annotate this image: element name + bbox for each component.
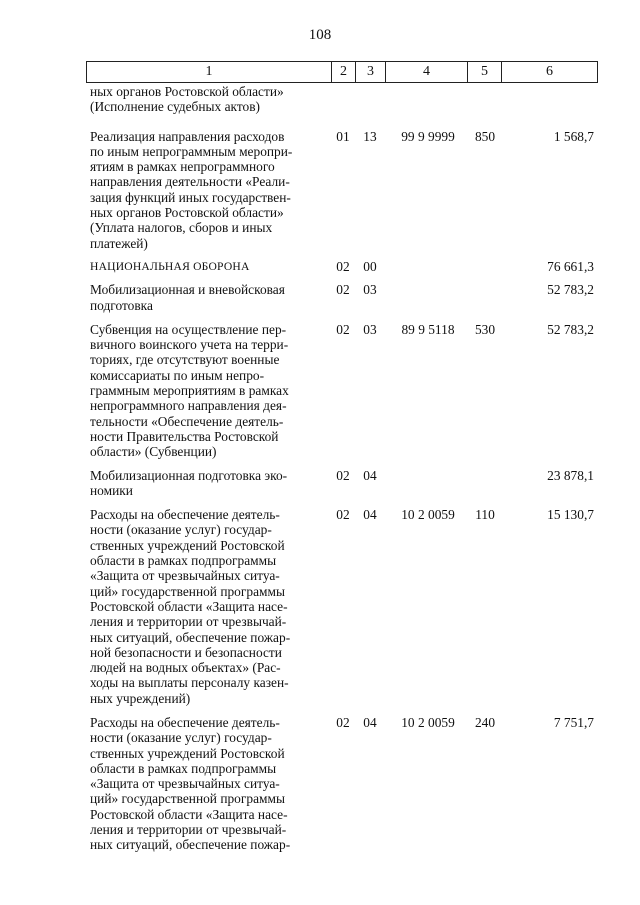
row-col-2: 02 [336,507,350,523]
table-row [86,282,598,313]
row-col-3: 04 [363,507,377,523]
table-header [86,61,598,83]
header-col-2: 2 [332,62,356,83]
row-col-6: 23 878,1 [547,467,594,483]
row-description: Расходы на обеспечение деятель- ности (оказание услуг) государ- ственных учреждений Ростовской области в рамках подпрограммы «Защита от чрезвычайных ситуа- ций» государственной программы Ростовской области «Защита насе- ления и территории от чрезвычай- ных ситуаций, обеспечение пожар- ной безопасности и безопасности людей на водных объектах» (Рас- ходы на выплаты персоналу казен- ных учреждений) [90,507,291,706]
header-col-4: 4 [386,62,468,83]
row-col-3: 03 [363,282,377,298]
table-row [86,129,598,251]
row-col-6: 7 751,7 [553,714,594,730]
page-number: 108 [308,27,332,43]
row-col-2: 01 [336,128,350,144]
row-description: ных органов Ростовской области» (Исполнение судебных актов) [90,84,284,115]
header-col-1: 1 [87,62,332,83]
table-row [86,715,598,853]
row-col-5: 110 [475,507,495,523]
header-col-3: 3 [356,62,386,83]
header-col-5: 5 [468,62,502,83]
row-description: Реализация направления расходов по иным непрограммным меропри- ятиям в рамках непрограммного направления деятельности «Реали- зация функций иных государствен- ных органов Ростовской области» (Уплата налогов, сборов и иных платежей) [90,128,293,251]
row-col-3: 04 [363,714,377,730]
table-row [86,322,598,460]
row-col-4: 99 9 9999 [401,128,455,144]
row-col-3: 03 [363,321,377,337]
row-col-6: 15 130,7 [547,507,594,523]
row-col-5: 240 [474,714,496,730]
row-col-2: 02 [336,467,350,483]
row-col-6: 1 568,7 [553,128,594,144]
row-col-2: 02 [336,714,350,730]
table-row [86,468,598,499]
header-col-6: 6 [502,62,598,83]
table-row [86,84,598,115]
row-col-3: 04 [363,467,377,483]
row-col-2: 02 [336,282,350,298]
row-col-6: 52 783,2 [547,321,594,337]
budget-rows [86,84,598,853]
row-description: Мобилизационная подготовка эко- номики [90,467,288,498]
header-row [87,62,598,83]
row-col-6: 76 661,3 [547,258,594,274]
row-col-4: 89 9 5118 [401,321,455,337]
row-col-2: 02 [336,321,350,337]
table-row [86,507,598,706]
row-col-5: 530 [474,321,496,337]
table-row [86,259,598,274]
row-description: НАЦИОНАЛЬНАЯ ОБОРОНА [90,259,250,273]
row-description: Расходы на обеспечение деятель- ности (оказание услуг) государ- ственных учреждений Ростовской области в рамках подпрограммы «Защита от чрезвычайных ситуа- ций» государственной программы Ростовской области «Защита насе- ления и территории от чрезвычай- ных ситуаций, обеспечение пожар- [90,714,291,853]
row-col-4: 10 2 0059 [401,507,455,523]
row-col-5: 850 [474,128,496,144]
row-col-2: 02 [336,258,350,274]
row-col-6: 52 783,2 [547,282,594,298]
row-col-3: 00 [363,258,377,274]
row-col-3: 13 [363,128,377,144]
row-description: Субвенция на осуществление пер- вичного воинского учета на терри- ториях, где отсутствуют военные комиссариаты по иным непро- граммным мероприятиям в рамках непрограммного направления дея- тельности «Обеспечение деятель- ности Правительства Ростовской области» (Субвенции) [90,321,289,460]
row-description: Мобилизационная и вневойсковая подготовка [90,282,285,313]
row-col-4: 10 2 0059 [401,714,455,730]
